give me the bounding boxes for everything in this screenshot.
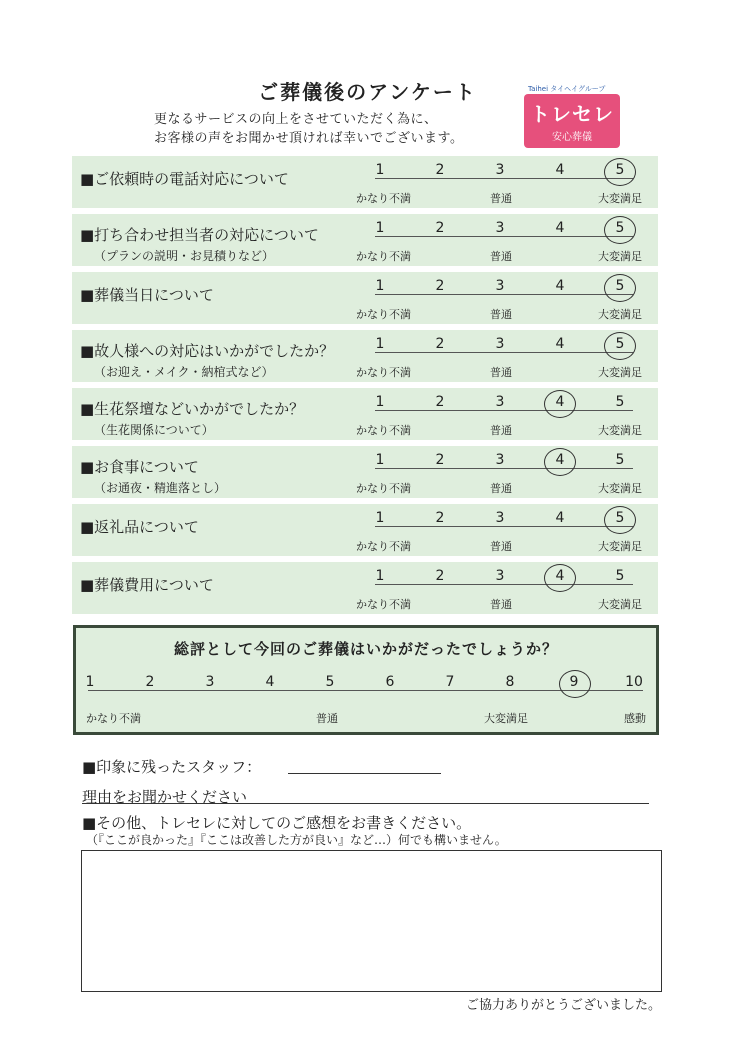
rating-option-5[interactable]: 5 bbox=[615, 336, 625, 352]
selected-answer-circle bbox=[544, 448, 576, 476]
rating-option-4[interactable]: 4 bbox=[555, 568, 565, 584]
rating-label-mid: 普通 bbox=[490, 366, 512, 379]
rating-option-1[interactable]: 1 bbox=[375, 278, 385, 294]
rating-option-1[interactable]: 1 bbox=[375, 510, 385, 526]
question-label: ■葬儀費用について bbox=[80, 576, 214, 594]
question-row bbox=[72, 562, 658, 614]
rating-option-2[interactable]: 2 bbox=[435, 452, 445, 468]
rating-option-3[interactable]: 3 bbox=[495, 278, 505, 294]
reason-label: 理由をお聞かせください bbox=[82, 788, 248, 806]
rating-scale-line bbox=[375, 352, 633, 353]
reason-input-line[interactable] bbox=[82, 803, 649, 804]
question-label: ■打ち合わせ担当者の対応について bbox=[80, 226, 319, 244]
rating-option-3[interactable]: 3 bbox=[495, 220, 505, 236]
rating-option-4[interactable]: 4 bbox=[555, 452, 565, 468]
question-label: ■ご依頼時の電話対応について bbox=[80, 170, 289, 188]
overall-label-low: かなり不満 bbox=[86, 712, 141, 725]
rating-scale-line bbox=[375, 468, 633, 469]
other-comments-label: ■その他、トレセレに対してのご感想をお書きください。 bbox=[82, 814, 472, 832]
rating-label-mid: 普通 bbox=[490, 308, 512, 321]
question-sublabel: （お通夜・精進落とし） bbox=[94, 481, 227, 495]
rating-label-low: かなり不満 bbox=[356, 424, 411, 437]
staff-label: ■印象に残ったスタッフ： bbox=[82, 758, 262, 776]
overall-option-7[interactable]: 7 bbox=[445, 674, 455, 690]
rating-option-1[interactable]: 1 bbox=[375, 452, 385, 468]
question-sublabel: （お迎え・メイク・納棺式など） bbox=[94, 365, 274, 379]
rating-option-1[interactable]: 1 bbox=[375, 394, 385, 410]
rating-option-2[interactable]: 2 bbox=[435, 510, 445, 526]
selected-answer-circle bbox=[604, 332, 636, 360]
rating-label-low: かなり不満 bbox=[356, 482, 411, 495]
rating-option-2[interactable]: 2 bbox=[435, 336, 445, 352]
overall-option-10[interactable]: 10 bbox=[625, 674, 643, 690]
tresele-logo bbox=[524, 94, 620, 148]
selected-answer-circle bbox=[604, 216, 636, 244]
rating-label-high: 大変満足 bbox=[598, 192, 642, 205]
other-comments-hint: （『ここが良かった』『ここは改善した方が良い』など…）何でも構いません。 bbox=[86, 833, 507, 847]
rating-scale-line bbox=[375, 410, 633, 411]
selected-answer-circle bbox=[544, 564, 576, 592]
overall-label-high: 大変満足 bbox=[484, 712, 528, 725]
rating-option-3[interactable]: 3 bbox=[495, 510, 505, 526]
rating-option-3[interactable]: 3 bbox=[495, 162, 505, 178]
rating-option-4[interactable]: 4 bbox=[555, 336, 565, 352]
rating-option-1[interactable]: 1 bbox=[375, 220, 385, 236]
rating-label-low: かなり不満 bbox=[356, 598, 411, 611]
question-label: ■返礼品について bbox=[80, 518, 199, 536]
question-row bbox=[72, 214, 658, 266]
question-row bbox=[72, 446, 658, 498]
rating-option-2[interactable]: 2 bbox=[435, 278, 445, 294]
rating-scale-line bbox=[375, 584, 633, 585]
rating-label-high: 大変満足 bbox=[598, 366, 642, 379]
question-label: ■生花祭壇などいかがでしたか？ bbox=[80, 400, 305, 418]
rating-option-4[interactable]: 4 bbox=[555, 162, 565, 178]
logo-brand: トレセレ bbox=[530, 102, 614, 126]
overall-option-2[interactable]: 2 bbox=[145, 674, 155, 690]
rating-option-4[interactable]: 4 bbox=[555, 394, 565, 410]
overall-option-9[interactable]: 9 bbox=[569, 674, 579, 690]
subtitle-line-2: お客様の声をお聞かせ頂ければ幸いでございます。 bbox=[154, 131, 464, 146]
subtitle-line-1: 更なるサービスの向上をさせていただく為に、 bbox=[154, 112, 438, 127]
rating-option-1[interactable]: 1 bbox=[375, 162, 385, 178]
rating-option-4[interactable]: 4 bbox=[555, 278, 565, 294]
rating-label-high: 大変満足 bbox=[598, 540, 642, 553]
overall-option-1[interactable]: 1 bbox=[85, 674, 95, 690]
rating-option-5[interactable]: 5 bbox=[615, 452, 625, 468]
overall-option-6[interactable]: 6 bbox=[385, 674, 395, 690]
rating-scale-line bbox=[375, 236, 633, 237]
question-row bbox=[72, 156, 658, 208]
comment-box[interactable] bbox=[81, 850, 662, 992]
rating-option-5[interactable]: 5 bbox=[615, 568, 625, 584]
question-label: ■お食事について bbox=[80, 458, 199, 476]
rating-option-2[interactable]: 2 bbox=[435, 394, 445, 410]
overall-rating-title: 総評として今回のご葬儀はいかがだったでしょうか？ bbox=[173, 640, 558, 658]
question-label: ■葬儀当日について bbox=[80, 286, 214, 304]
rating-scale-line bbox=[375, 294, 633, 295]
rating-label-mid: 普通 bbox=[490, 192, 512, 205]
rating-label-mid: 普通 bbox=[490, 250, 512, 263]
rating-option-1[interactable]: 1 bbox=[375, 568, 385, 584]
rating-label-high: 大変満足 bbox=[598, 308, 642, 321]
overall-option-5[interactable]: 5 bbox=[325, 674, 335, 690]
rating-label-low: かなり不満 bbox=[356, 308, 411, 321]
rating-option-5[interactable]: 5 bbox=[615, 220, 625, 236]
overall-label-top: 感動 bbox=[624, 712, 646, 725]
survey-title: ご葬儀後のアンケート bbox=[258, 80, 477, 104]
rating-option-2[interactable]: 2 bbox=[435, 220, 445, 236]
question-row bbox=[72, 388, 658, 440]
question-row bbox=[72, 504, 658, 556]
question-label: ■故人様への対応はいかがでしたか？ bbox=[80, 342, 335, 360]
rating-option-3[interactable]: 3 bbox=[495, 568, 505, 584]
selected-answer-circle bbox=[604, 274, 636, 302]
rating-option-4[interactable]: 4 bbox=[555, 220, 565, 236]
selected-answer-circle bbox=[604, 506, 636, 534]
rating-option-1[interactable]: 1 bbox=[375, 336, 385, 352]
question-sublabel: （プランの説明・お見積りなど） bbox=[94, 249, 275, 263]
overall-option-3[interactable]: 3 bbox=[205, 674, 215, 690]
rating-label-mid: 普通 bbox=[490, 482, 512, 495]
rating-option-5[interactable]: 5 bbox=[615, 394, 625, 410]
overall-option-8[interactable]: 8 bbox=[505, 674, 515, 690]
selected-answer-circle bbox=[544, 390, 576, 418]
rating-option-5[interactable]: 5 bbox=[615, 162, 625, 178]
logo-group-text: Taihei タイヘイグループ bbox=[528, 85, 606, 93]
question-row bbox=[72, 330, 658, 382]
rating-option-5[interactable]: 5 bbox=[615, 510, 625, 526]
selected-answer-circle bbox=[604, 158, 636, 186]
rating-option-2[interactable]: 2 bbox=[435, 568, 445, 584]
rating-option-3[interactable]: 3 bbox=[495, 394, 505, 410]
rating-label-low: かなり不満 bbox=[356, 192, 411, 205]
question-row bbox=[72, 272, 658, 324]
rating-label-high: 大変満足 bbox=[598, 598, 642, 611]
rating-label-high: 大変満足 bbox=[598, 250, 642, 263]
overall-option-4[interactable]: 4 bbox=[265, 674, 275, 690]
overall-rating-box bbox=[73, 625, 659, 735]
rating-scale-line bbox=[375, 178, 633, 179]
rating-label-low: かなり不満 bbox=[356, 540, 411, 553]
rating-option-4[interactable]: 4 bbox=[555, 510, 565, 526]
rating-option-2[interactable]: 2 bbox=[435, 162, 445, 178]
question-sublabel: （生花関係について） bbox=[94, 423, 214, 437]
rating-option-3[interactable]: 3 bbox=[495, 452, 505, 468]
rating-label-mid: 普通 bbox=[490, 540, 512, 553]
staff-input-line[interactable] bbox=[288, 773, 441, 774]
thanks-message: ご協力ありがとうございました。 bbox=[466, 998, 662, 1013]
logo-subtext: 安心葬儀 bbox=[552, 132, 592, 143]
rating-label-low: かなり不満 bbox=[356, 366, 411, 379]
rating-option-3[interactable]: 3 bbox=[495, 336, 505, 352]
rating-label-high: 大変満足 bbox=[598, 424, 642, 437]
rating-scale-line bbox=[375, 526, 633, 527]
rating-option-5[interactable]: 5 bbox=[615, 278, 625, 294]
rating-label-high: 大変満足 bbox=[598, 482, 642, 495]
rating-label-mid: 普通 bbox=[490, 424, 512, 437]
overall-selected-circle bbox=[559, 670, 591, 698]
rating-label-mid: 普通 bbox=[490, 598, 512, 611]
overall-label-mid: 普通 bbox=[316, 712, 338, 725]
rating-label-low: かなり不満 bbox=[356, 250, 411, 263]
